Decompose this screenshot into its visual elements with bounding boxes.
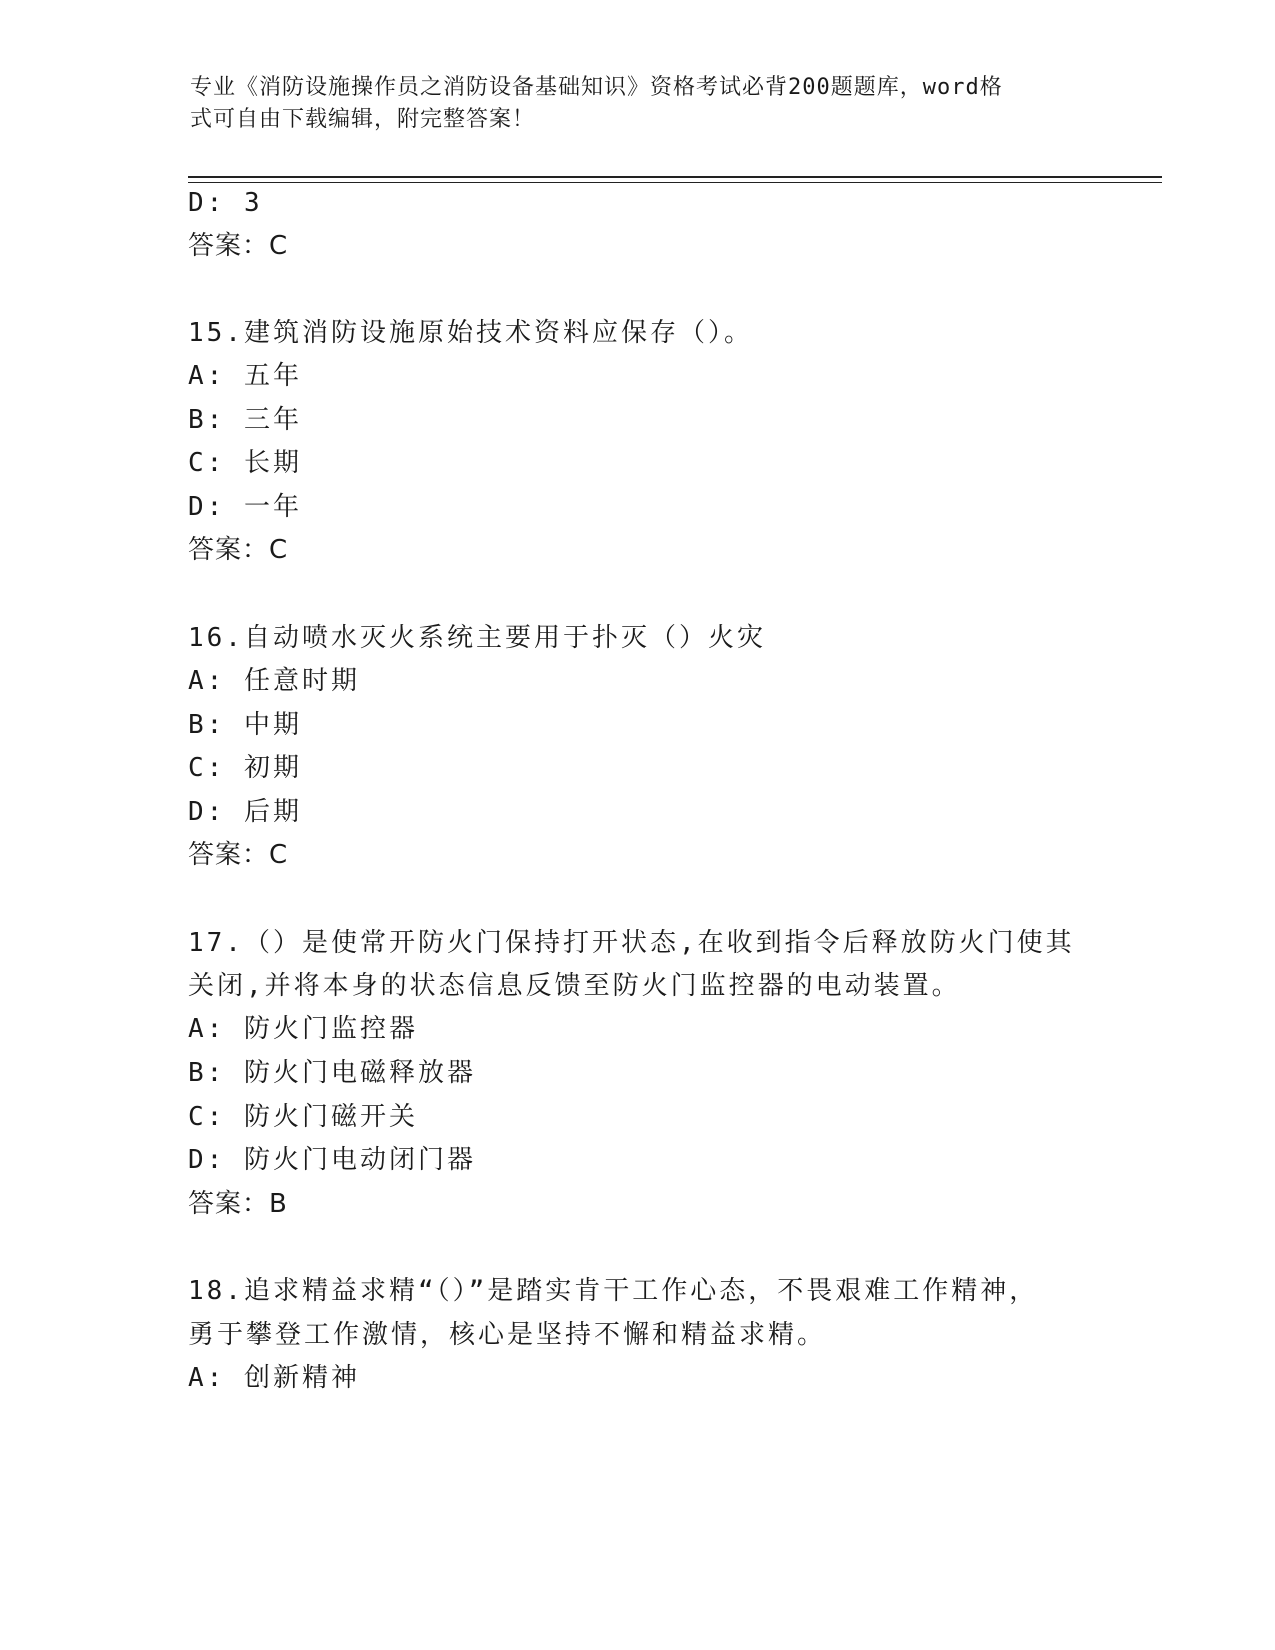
q17-answer: 答案：B	[188, 1189, 288, 1219]
q15-option-a: A: 五年	[188, 361, 302, 391]
q17-option-d: D: 防火门电动闭门器	[188, 1145, 476, 1175]
q15-option-d: D: 一年	[188, 492, 302, 522]
document-header	[190, 72, 1070, 136]
q15-stem: 15.建筑消防设施原始技术资料应保存（）。	[188, 318, 753, 348]
q17-stem-line-1: 17.（）是使常开防火门保持打开状态,在收到指令后释放防火门使其	[188, 928, 1075, 958]
q17-option-c: C: 防火门磁开关	[188, 1102, 418, 1132]
q16-option-c: C: 初期	[188, 753, 302, 783]
q14-answer: 答案：C	[188, 231, 289, 261]
q17-option-b: B: 防火门电磁释放器	[188, 1058, 476, 1088]
q14-option-d: D: 3	[188, 188, 263, 218]
header-line-1: 专业《消防设施操作员之消防设备基础知识》资格考试必背200题题库，word格	[190, 75, 1003, 100]
q16-option-a: A: 任意时期	[188, 666, 360, 696]
header-divider-thick	[188, 176, 1162, 178]
q16-option-d: D: 后期	[188, 797, 302, 827]
q16-stem: 16.自动喷水灭火系统主要用于扑灭（）火灾	[188, 623, 766, 653]
header-line-2: 式可自由下载编辑，附完整答案！	[190, 107, 536, 132]
q15-option-c: C: 长期	[188, 448, 302, 478]
q18-stem-line-1: 18.追求精益求精“（）”是踏实肯干工作心态，不畏艰难工作精神，	[188, 1276, 1039, 1306]
q18-option-a: A: 创新精神	[188, 1363, 360, 1393]
q17-option-a: A: 防火门监控器	[188, 1014, 418, 1044]
q16-answer: 答案：C	[188, 840, 289, 870]
q16-option-b: B: 中期	[188, 710, 302, 740]
header-divider-thin	[188, 182, 1162, 183]
q15-option-b: B: 三年	[188, 405, 302, 435]
q15-answer: 答案：C	[188, 535, 289, 565]
q18-stem-line-2: 勇于攀登工作激情，核心是坚持不懈和精益求精。	[188, 1320, 827, 1350]
q17-stem-line-2: 关闭,并将本身的状态信息反馈至防火门监控器的电动装置。	[188, 971, 961, 1001]
